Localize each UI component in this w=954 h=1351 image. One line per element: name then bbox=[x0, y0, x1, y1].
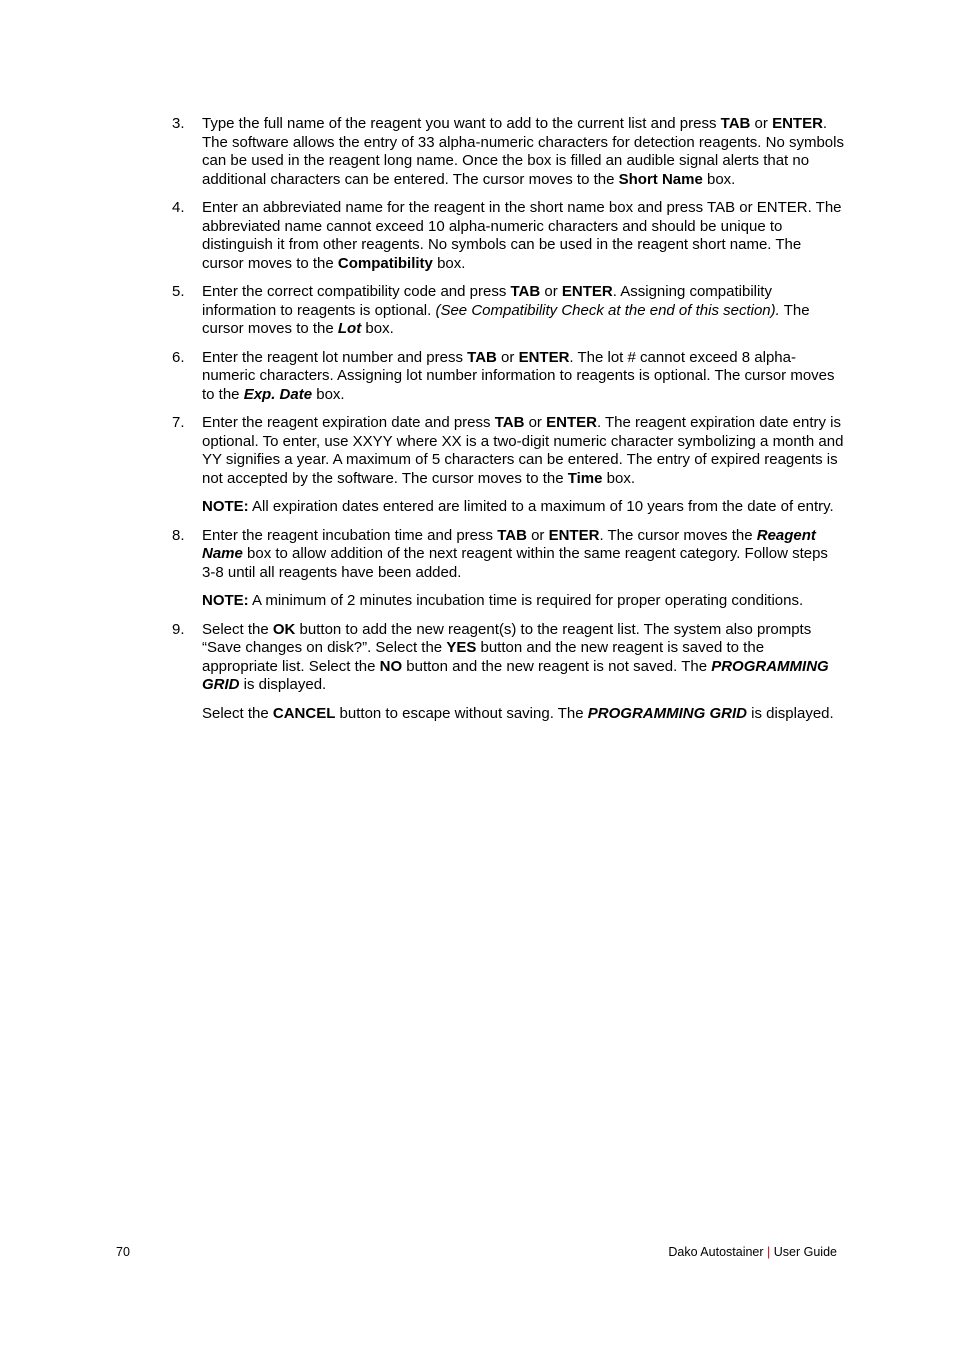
text-run: is displayed. bbox=[746, 704, 834, 722]
step-number: 4. bbox=[172, 199, 185, 216]
text-run: Enter an abbreviated name for the reagent in the short name box and press TAB or ENTER. The abbreviated name cannot exceed 10 alpha-numeric characters and should be unique to distinguish it from other reagents. No symbols can be used in the reagent short name. The cursor moves to the bbox=[202, 199, 842, 272]
step-item bbox=[172, 414, 844, 517]
bold-text: TAB bbox=[510, 283, 541, 300]
footer-product: Dako Autostainer bbox=[668, 1245, 764, 1259]
step-paragraph bbox=[202, 621, 844, 695]
step-number: 7. bbox=[172, 414, 185, 431]
text-run: Enter the reagent incubation time and press bbox=[202, 526, 498, 544]
text-run: box to allow addition of the next reagent within the same reagent category. Follow steps 3-8 until all reagents have been added. bbox=[202, 545, 828, 581]
step-body bbox=[202, 349, 844, 405]
bold-text: TAB bbox=[497, 526, 527, 544]
italic-text: (See Compatibility Check at the end of this section). bbox=[435, 301, 780, 319]
bold-text: Compatibility bbox=[337, 254, 433, 272]
step-paragraph bbox=[202, 283, 844, 339]
text-run: is displayed. bbox=[239, 676, 327, 693]
bold-text: ENTER bbox=[546, 414, 597, 431]
step-paragraph bbox=[202, 527, 844, 583]
step-paragraph bbox=[202, 349, 844, 405]
step-number: 5. bbox=[172, 283, 185, 300]
text-run: box. bbox=[361, 320, 394, 337]
step-body bbox=[202, 199, 844, 273]
text-run: The cursor moves to the bbox=[202, 301, 810, 337]
text-run: button and the new reagent is not saved. The bbox=[402, 657, 712, 675]
text-run: or bbox=[496, 348, 519, 366]
emphasis bbox=[244, 386, 312, 403]
text-run: Enter the reagent expiration date and press bbox=[202, 414, 495, 431]
bold-text: ENTER bbox=[561, 283, 613, 300]
step-paragraph bbox=[202, 199, 844, 273]
bold-text: ENTER bbox=[518, 348, 570, 366]
text-run: Enter the reagent lot number and press bbox=[202, 348, 468, 366]
step-body bbox=[202, 414, 844, 517]
text-run: button to escape without saving. The bbox=[335, 704, 588, 722]
step-body bbox=[202, 115, 844, 189]
text-run: All expiration dates entered are limited to a maximum of 10 years from the date of entry. bbox=[248, 498, 834, 515]
footer-doc-type: User Guide bbox=[773, 1245, 837, 1259]
bold-text: YES bbox=[446, 639, 477, 656]
bold-text: CANCEL bbox=[272, 704, 336, 722]
bold-text: TAB bbox=[467, 348, 497, 366]
bold-text: Time bbox=[567, 469, 603, 487]
text-run: Type the full name of the reagent you want to add to the current list and press bbox=[202, 115, 721, 132]
bold-text: NO bbox=[379, 657, 403, 675]
emphasis bbox=[588, 705, 747, 722]
bold-text: NOTE: bbox=[202, 592, 249, 609]
text-run: . The software allows the entry of 33 alpha-numeric characters for detection reagents. No symbols can be used in the reagent long name. Once the box is filled an audible signal alerts that no additional characters can be entered. The cursor moves to the bbox=[202, 115, 844, 188]
bold-italic-text: Exp. Date bbox=[243, 385, 313, 403]
instruction-steps-list bbox=[172, 115, 844, 733]
step-item bbox=[172, 349, 844, 405]
emphasis bbox=[338, 320, 361, 337]
text-run: box. bbox=[702, 170, 736, 188]
step-paragraph bbox=[202, 592, 844, 611]
bold-italic-text: PROGRAMMING GRID bbox=[587, 704, 747, 722]
footer-separator: | bbox=[767, 1245, 771, 1259]
text-run: box. bbox=[312, 385, 345, 403]
step-number: 8. bbox=[172, 526, 185, 544]
text-run: Select the bbox=[202, 620, 273, 638]
step-item bbox=[172, 527, 844, 611]
text-run: button to add the new reagent(s) to the reagent list. The system also prompts “Save changes on disk?”. Select the bbox=[202, 620, 812, 656]
step-number: 6. bbox=[172, 348, 185, 366]
text-run: or bbox=[526, 526, 549, 544]
page-number: 70 bbox=[116, 1245, 130, 1259]
text-run: box. bbox=[602, 469, 636, 487]
bold-text: ENTER bbox=[772, 115, 823, 132]
bold-text: NOTE: bbox=[202, 498, 249, 515]
bold-text: TAB bbox=[720, 115, 751, 132]
text-run: A minimum of 2 minutes incubation time is required for proper operating conditions. bbox=[248, 592, 804, 609]
text-run: Enter the correct compatibility code and press bbox=[202, 283, 511, 300]
text-run: . The cursor moves the bbox=[599, 526, 757, 544]
text-run: . Assigning compatibility information to reagents is optional. bbox=[202, 283, 772, 319]
step-body bbox=[202, 621, 844, 724]
bold-text: OK bbox=[272, 620, 296, 638]
step-item bbox=[172, 283, 844, 339]
step-item bbox=[172, 115, 844, 189]
bold-italic-text: Reagent Name bbox=[202, 526, 816, 562]
bold-text: Short Name bbox=[618, 170, 703, 188]
step-body bbox=[202, 283, 844, 339]
bold-text: TAB bbox=[494, 414, 525, 431]
step-number: 9. bbox=[172, 620, 185, 638]
footer-title bbox=[668, 1244, 837, 1260]
step-number: 3. bbox=[172, 115, 185, 132]
step-paragraph bbox=[202, 414, 844, 488]
text-run: or bbox=[524, 414, 547, 431]
text-run: button and the new reagent is saved to the appropriate list. Select the bbox=[202, 639, 765, 675]
step-item bbox=[172, 621, 844, 724]
text-run: box. bbox=[432, 254, 466, 272]
step-paragraph bbox=[202, 115, 844, 189]
step-body bbox=[202, 527, 844, 611]
step-item bbox=[172, 199, 844, 273]
text-run: . The lot # cannot exceed 8 alpha-numeric characters. Assigning lot number information to reagents is optional. The cursor moves to the bbox=[202, 348, 835, 403]
bold-italic-text: PROGRAMMING GRID bbox=[202, 657, 829, 693]
text-run: Select the bbox=[202, 704, 273, 722]
step-paragraph bbox=[202, 705, 844, 724]
step-paragraph bbox=[202, 498, 844, 517]
text-run: . The reagent expiration date entry is optional. To enter, use XXYY where XX is a two-digit numeric character symbolizing a month and YY signifies a year. A maximum of 5 characters can be entered. The entry of expired reagents is not accepted by the software. The cursor moves to the bbox=[202, 414, 844, 487]
bold-italic-text: Lot bbox=[337, 320, 362, 337]
text-run: or bbox=[540, 283, 562, 300]
bold-text: ENTER bbox=[548, 526, 600, 544]
text-run: or bbox=[750, 115, 773, 132]
